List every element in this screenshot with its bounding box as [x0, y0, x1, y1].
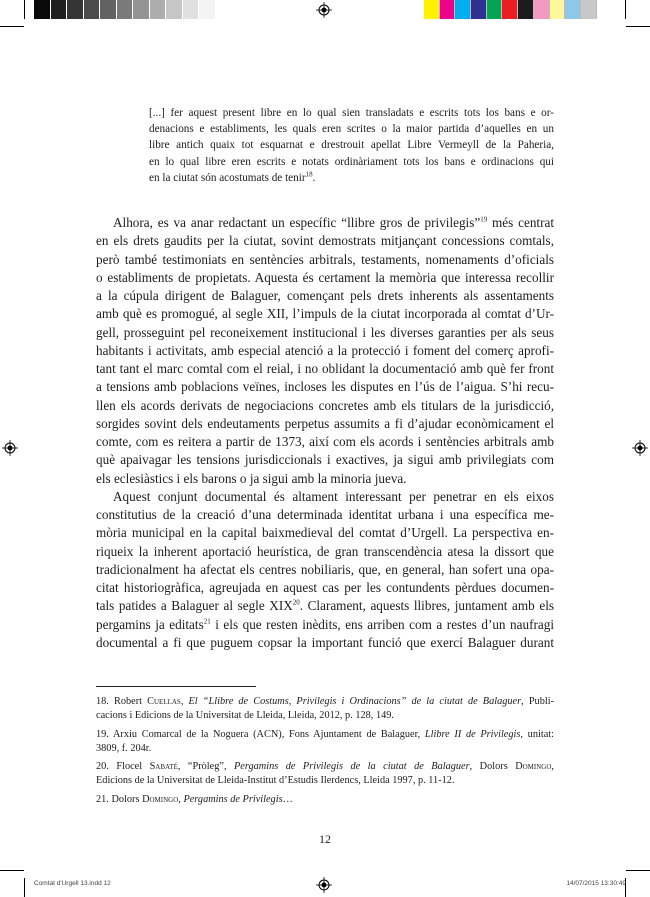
paragraph-line: què apaivagar les tensions jurisdiccionals i exactives, ja sigui amb privilegiats com [96, 452, 554, 468]
paragraph-line: tals patides a Balaguer al segle XIX$^{20}$. Clarament, aquests llibres, juntament amb els [96, 598, 554, 614]
crop-mark [626, 870, 650, 871]
footnote-ref[interactable]: 21 [203, 617, 211, 626]
paragraph-line: o establiments de propietats. Aquesta és certament la memòria que interessa recollir [96, 269, 554, 285]
footnote-separator [96, 686, 256, 687]
book-title: Pergamins de Privilegis de la ciutat de Balaguer [234, 761, 470, 773]
paragraph-line: constitutius de la creació d’una determinada identitat urbana i una específica me- [96, 507, 554, 522]
paragraph-line: gell, prosseguint pel reconeixement institucional i les diverses garanties per als seus [96, 324, 554, 340]
color-swatch [117, 0, 134, 19]
color-swatch [166, 0, 183, 19]
paragraph-line: Aquest conjunt documental és altament interessant per penetrar en els eixos [113, 488, 554, 504]
paragraph-line: documental a fi que puguem copsar la important funció que exercí Balaguer durant [96, 634, 554, 650]
footnote-ref[interactable]: 18 [305, 170, 313, 179]
color-swatch [84, 0, 101, 19]
paragraph-line: però també testimoniats en sentències arbitrals, testaments, nomenaments d’oficials [96, 251, 554, 267]
process-color-bar [424, 0, 597, 19]
paragraph-line: riqueix la inherent aportació heurística, de gran transcendència atesa la dissort que [96, 543, 554, 559]
author-name: Domingo [142, 793, 179, 805]
paragraph-line: pergamins ja editats$^{21}$ i els que resten inèdits, ens arriben com a restes d’un naufragi [96, 616, 554, 632]
paragraph-line: tant tant el marc comtal com el reial, i no oblidant la documentació amb què fer front [96, 361, 554, 376]
page-number: 12 [319, 832, 331, 846]
registration-mark-icon [316, 877, 332, 893]
color-swatch [133, 0, 150, 19]
crop-mark [626, 26, 650, 27]
quote-line: denacions e establiments, les quals eren scrites o la maior partida d’aquelles en un [149, 123, 554, 136]
color-swatch [150, 0, 167, 19]
paragraph-line: els eclesiàstics i els barons o ja sigui amb la minoria jueva. [96, 470, 407, 486]
crop-mark [24, 878, 25, 897]
author-name: Domingo [515, 761, 552, 773]
footnote-20: 20. Flocel Sabaté, “Pròleg”, Pergamins de Privilegis de la ciutat de Balaguer, Dolors Domingo, Edicions de la Universitat de Lleida-Institut d’Estudis Ilerdencs, Lleida 1997, p. 11-12. [96, 761, 554, 787]
book-title: El “Llibre de Costums, Privilegis i Ordinacions” de la ciutat de Balaguer [188, 696, 522, 707]
color-swatch [34, 0, 51, 19]
paragraph-line: comte, com es reitera a partir de 1373, així com els acords i sentències arbitrals amb [96, 434, 554, 449]
paragraph-line: sorgides sovint dels endeutaments perpetus assumits a fi d’ajudar econòmicament el [96, 415, 554, 431]
registration-mark-icon [316, 2, 332, 18]
color-swatch [424, 0, 440, 19]
color-swatch [183, 0, 200, 19]
main-text [96, 214, 554, 652]
quote-line: libre antich quaix tot esquarnat e drestrouit apellat Libre Vermeyll de la Paheria, [149, 139, 554, 152]
color-swatch [51, 0, 68, 19]
slug-timestamp: 14/07/2015 13:30:49 [566, 880, 626, 887]
color-swatch [100, 0, 117, 19]
paragraph-line: mòria municipal en la capital baixmedieval del comtat d’Urgell. La perspectiva en- [96, 525, 554, 541]
slug-filename: Comtat d'Urgell 13.indd 12 [34, 880, 111, 887]
book-title: Pergamins de Privilegis [183, 793, 283, 805]
paragraph-line: llen els acords derivats de negociacions concretes amb els titulars de la jurisdicció, [96, 397, 554, 413]
quote-line: en lo qual libre eren escrits e notats ordinàriament tots los bans e ordinacions qui [149, 155, 554, 168]
footnote-19: 19. Arxiu Comarcal de la Noguera (ACN), Fons Ajuntament de Balaguer, Llibre II de Privilegis, unitat: 3809, f. 204r. [96, 728, 554, 754]
paragraph-line: amb què es promogué, al segle XII, l’impuls de la ciutat incorporada al comtat d’Ur- [96, 306, 554, 322]
color-swatch [534, 0, 550, 19]
color-swatch [455, 0, 471, 19]
crop-mark [24, 0, 25, 19]
color-swatch [487, 0, 503, 19]
color-swatch [550, 0, 566, 19]
footnotes [96, 695, 554, 811]
color-swatch [67, 0, 84, 19]
footnote-ref[interactable]: 20 [292, 598, 300, 607]
color-swatch [471, 0, 487, 19]
grayscale-color-bar [34, 0, 216, 19]
crop-mark [0, 26, 24, 27]
registration-mark-icon [632, 440, 648, 456]
quote-line: en la ciutat són acostumats de tenir$^{18}$. [149, 170, 316, 184]
paragraph-line: tradicionalment ha afectat els centres nobiliaris, que, en general, han sofert una opa- [96, 561, 554, 577]
crop-mark [625, 0, 626, 19]
footnote-18: 18. Robert Cuellas, El “Llibre de Costums, Privilegis i Ordinacions” de la ciutat de Balaguer, Publi- cacions i Edicions de la Universitat de Lleida, Lleida, 2012, p. 128, 149. [96, 696, 555, 722]
footnote-ref[interactable]: 19 [480, 215, 488, 224]
crop-mark [0, 870, 24, 871]
paragraph-line: a la cúpula dirigent de Balaguer, començant pels drets inherents als assentaments [96, 288, 554, 303]
color-swatch [565, 0, 581, 19]
quote-line: [...] fer aquest present libre en lo qual sien transladats e escrits tots los bans e or- [149, 107, 554, 119]
block-quote [149, 105, 554, 186]
footnote-21: 21. Dolors Domingo, Pergamins de Privilegis… [96, 793, 293, 805]
registration-mark-icon [2, 440, 18, 456]
book-title: Llibre II de Privilegis [424, 728, 521, 740]
paragraph-line: a tensions amb poblacions veïnes, incloses les disputes en l’ús de l’aigua. S’hi recu- [96, 379, 554, 395]
author-name: Sabaté [149, 761, 178, 773]
paragraph-line: citat historiogràfica, agreujada en aquest cas per les contundents pèrdues documen- [96, 580, 554, 595]
paragraph-line: en els drets gaudits per la ciutat, sovint demostrats mitjançant concessions comtals, [96, 233, 554, 249]
color-swatch [581, 0, 597, 19]
color-swatch [502, 0, 518, 19]
color-swatch [518, 0, 534, 19]
author-name: Cuellas [147, 696, 181, 707]
paragraph-line: habitants i activitats, amb especial atenció a la protecció i foment del comerç aprofi- [96, 342, 554, 358]
color-swatch [440, 0, 456, 19]
color-swatch [199, 0, 216, 19]
paragraph-line: Alhora, es va anar redactant un específic “llibre gros de privilegis”$^{19}$ més centrat [113, 215, 554, 230]
